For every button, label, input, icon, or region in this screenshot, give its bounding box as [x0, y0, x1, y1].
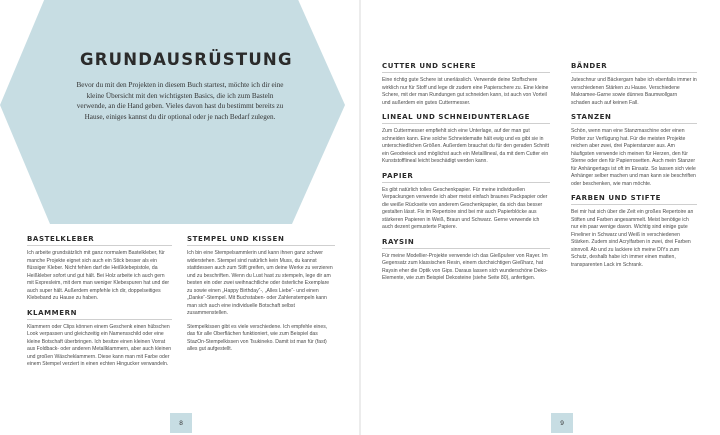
page-number-left: 8: [170, 413, 192, 433]
section-heading-raysin: RAYSIN: [382, 238, 550, 249]
section-text-stempel: Ich bin eine Stempelsammlerin und kann ihnen ganz schwer widerstehen. Stempel sind natürlich kein Muss, du kannst stattdessen auch zum Stift greifen, um deine Werke zu verzieren und zu beschriften. Wenn du Lust hast zu stempeln, lege dir am besten ein oder zwei weihnachtliche oder österliche Exemplare zu sowie einen „Happy Birthday“-, „Alles Liebe“- und einen „Danke“-Stempel. Mit Buchstaben- oder Zahlenstempeln kann man sich auch eine individuelle Botschaft selbst zusammenstellen.: [187, 250, 333, 316]
section-heading-stempel: STEMPEL UND KISSEN: [187, 235, 335, 246]
section-text-lineal: Zum Cuttermesser empfiehlt sich eine Unterlage, auf der man gut schneiden kann. Eine solche Schneidematte hält ewig und es gibt sie in unterschiedlichen Größen. Außerdem brauchst du für den geraden Schnitt ein Geodreieck und möglichst auch ein Metalllineal, da mit dem Cutter ein Kunststofflineal leicht beschädigt werden kann.: [382, 128, 550, 164]
section-text-baender: Juteschnur und Bäckergarn habe ich ebenfalls immer in verschiedenen Stärken zu Hause. Verschiedene Makramee-Garne sowie dünnes Baumwollgarn schaden auch auf keinen Fall.: [571, 77, 697, 106]
section-heading-klammern: KLAMMERN: [27, 309, 172, 320]
section-text-stempelkissen: Stempelkissen gibt es viele verschiedene. Ich empfehle eines, das für alle Oberflächen funktioniert, wie zum Beispiel das StazOn-Stempelkissen von Tsukineko. Damit ist man für (fast) alles gut aufgestellt.: [187, 323, 328, 352]
section-heading-lineal: LINEAL UND SCHNEIDUNTERLAGE: [382, 113, 550, 124]
section-heading-papier: PAPIER: [382, 172, 550, 183]
right-column-1: [382, 62, 550, 289]
section-heading-baender: BÄNDER: [571, 62, 697, 73]
left-column-2: [187, 235, 335, 360]
section-heading-farben: FARBEN UND STIFTE: [571, 194, 697, 205]
section-heading-bastelkleber: BASTELKLEBER: [27, 235, 172, 246]
page-number-right: 9: [551, 413, 573, 433]
section-text-bastelkleber: Ich arbeite grundsätzlich mit ganz normalem Bastelkleber, für manche Projekte eignet sich auch ein Stick besser als ein flüssiger Kleber. Nicht fehlen darf die Heißklebepistole, da Heißkleber sofort und gut hält. Bei Holz arbeite ich auch gern mit Expresleim, mit dem man weniger Klebespuren hat und der auch super hält. Außerdem empfehle ich dir, doppelseitiges Klebeband zu Hause zu haben.: [27, 250, 170, 301]
page-title: GRUNDAUSRÜSTUNG: [80, 50, 293, 69]
section-text-stanzen: Schön, wenn man eine Stanzmaschine oder einen Plotter zur Verfügung hat. Für die meisten Projekte reichen aber zwei, drei Papierstanzer aus. Am häufigsten verwende ich meinen für Herzen, den für Sterne oder den für Papierrosetten. Auch mein Stanzer für Anhängertags ist oft im Einsatz. So lassen sich viele Anhänger selber machen und man kann sie beschriften oder beschenken, wie man möchte.: [571, 128, 696, 187]
section-text-papier: Es gibt natürlich tolles Geschenkpapier. Für meine individuellen Verpackungen verwende ich aber meist einfach braunes Packpapier oder die weiße Rückseite von anderem Geschenkpapier, da sich das besser gestalten lässt. Fix im Repertoire sind bei mir auch Papierblöcke aus stärkeren Papieren in Weiß, Braun und Schwarz. Gerne verwende ich auch dezent gemusterte Papiere.: [382, 186, 548, 230]
intro-text: Bevor du mit den Projekten in diesem Buch startest, möchte ich dir eine kleine Übersicht mit den wichtigsten Basics, die ich zum Basteln verwende, an die Hand geben. Vieles davon hast du bestimmt bereits zu Hause, einiges kannst du dir optional oder je nach Bedarf zulegen.: [76, 81, 284, 121]
page-gutter: [359, 0, 361, 435]
left-column-1: [27, 235, 172, 375]
section-text-raysin: Für meine Modellier-Projekte verwende ich das Gießpulver von Rayer. Im Gegensatz zum klassischen Resin, einem durchsichtigen Gießharz, hat Raysin eher die Optik von Gips. Daraus lassen sich wunderschöne Deko-Elemente, wie zum Beispiel Dekosteine (siehe Seite 80), anfertigen.: [382, 252, 548, 281]
section-heading-stanzen: STANZEN: [571, 113, 697, 124]
right-column-2: [571, 62, 697, 275]
section-heading-cutter: CUTTER UND SCHERE: [382, 62, 550, 73]
section-text-klammern: Klammern oder Clips können einem Geschenk einen hübschen Look verpassen und gleichzeitig ein Namensschild oder eine kleine Botschaft überbringen. Ich besitze einen kleinen Vorrat aus Foldback- oder anderen Metallklammern, aber auch kleinen und großen Wäscheklammern. Diese kann man mit Farbe oder einem Stempel verziert in einen echten Hingucker verwandeln.: [27, 323, 172, 367]
section-text-farben: Bei mir hat sich über die Zeit ein großes Repertoire an Stiften und Farben angesammelt. Meist benötige ich nur ein paar wenige davon. Wichtig sind einige gute Fineliner in Schwarz und Weiß in verschiedenen Stärken. Zudem sind Acrylfarben in zwei, drei Farben sinnvoll. Ab und zu lackiere ich meine DIYs zum Schutz, deshalb habe ich immer einen matten, transparenten Lack im Schrank.: [571, 209, 694, 268]
section-text-cutter: Eine richtig gute Schere ist unerlässlich. Verwende deine Stoffschere wirklich nur für Stoff und lege dir zudem eine Papierschere zu. Eine kleine Schere, mit der man Rundungen gut schneiden kann, ist auch von Vorteil und außerdem ein gutes Cuttermesser.: [382, 77, 549, 106]
